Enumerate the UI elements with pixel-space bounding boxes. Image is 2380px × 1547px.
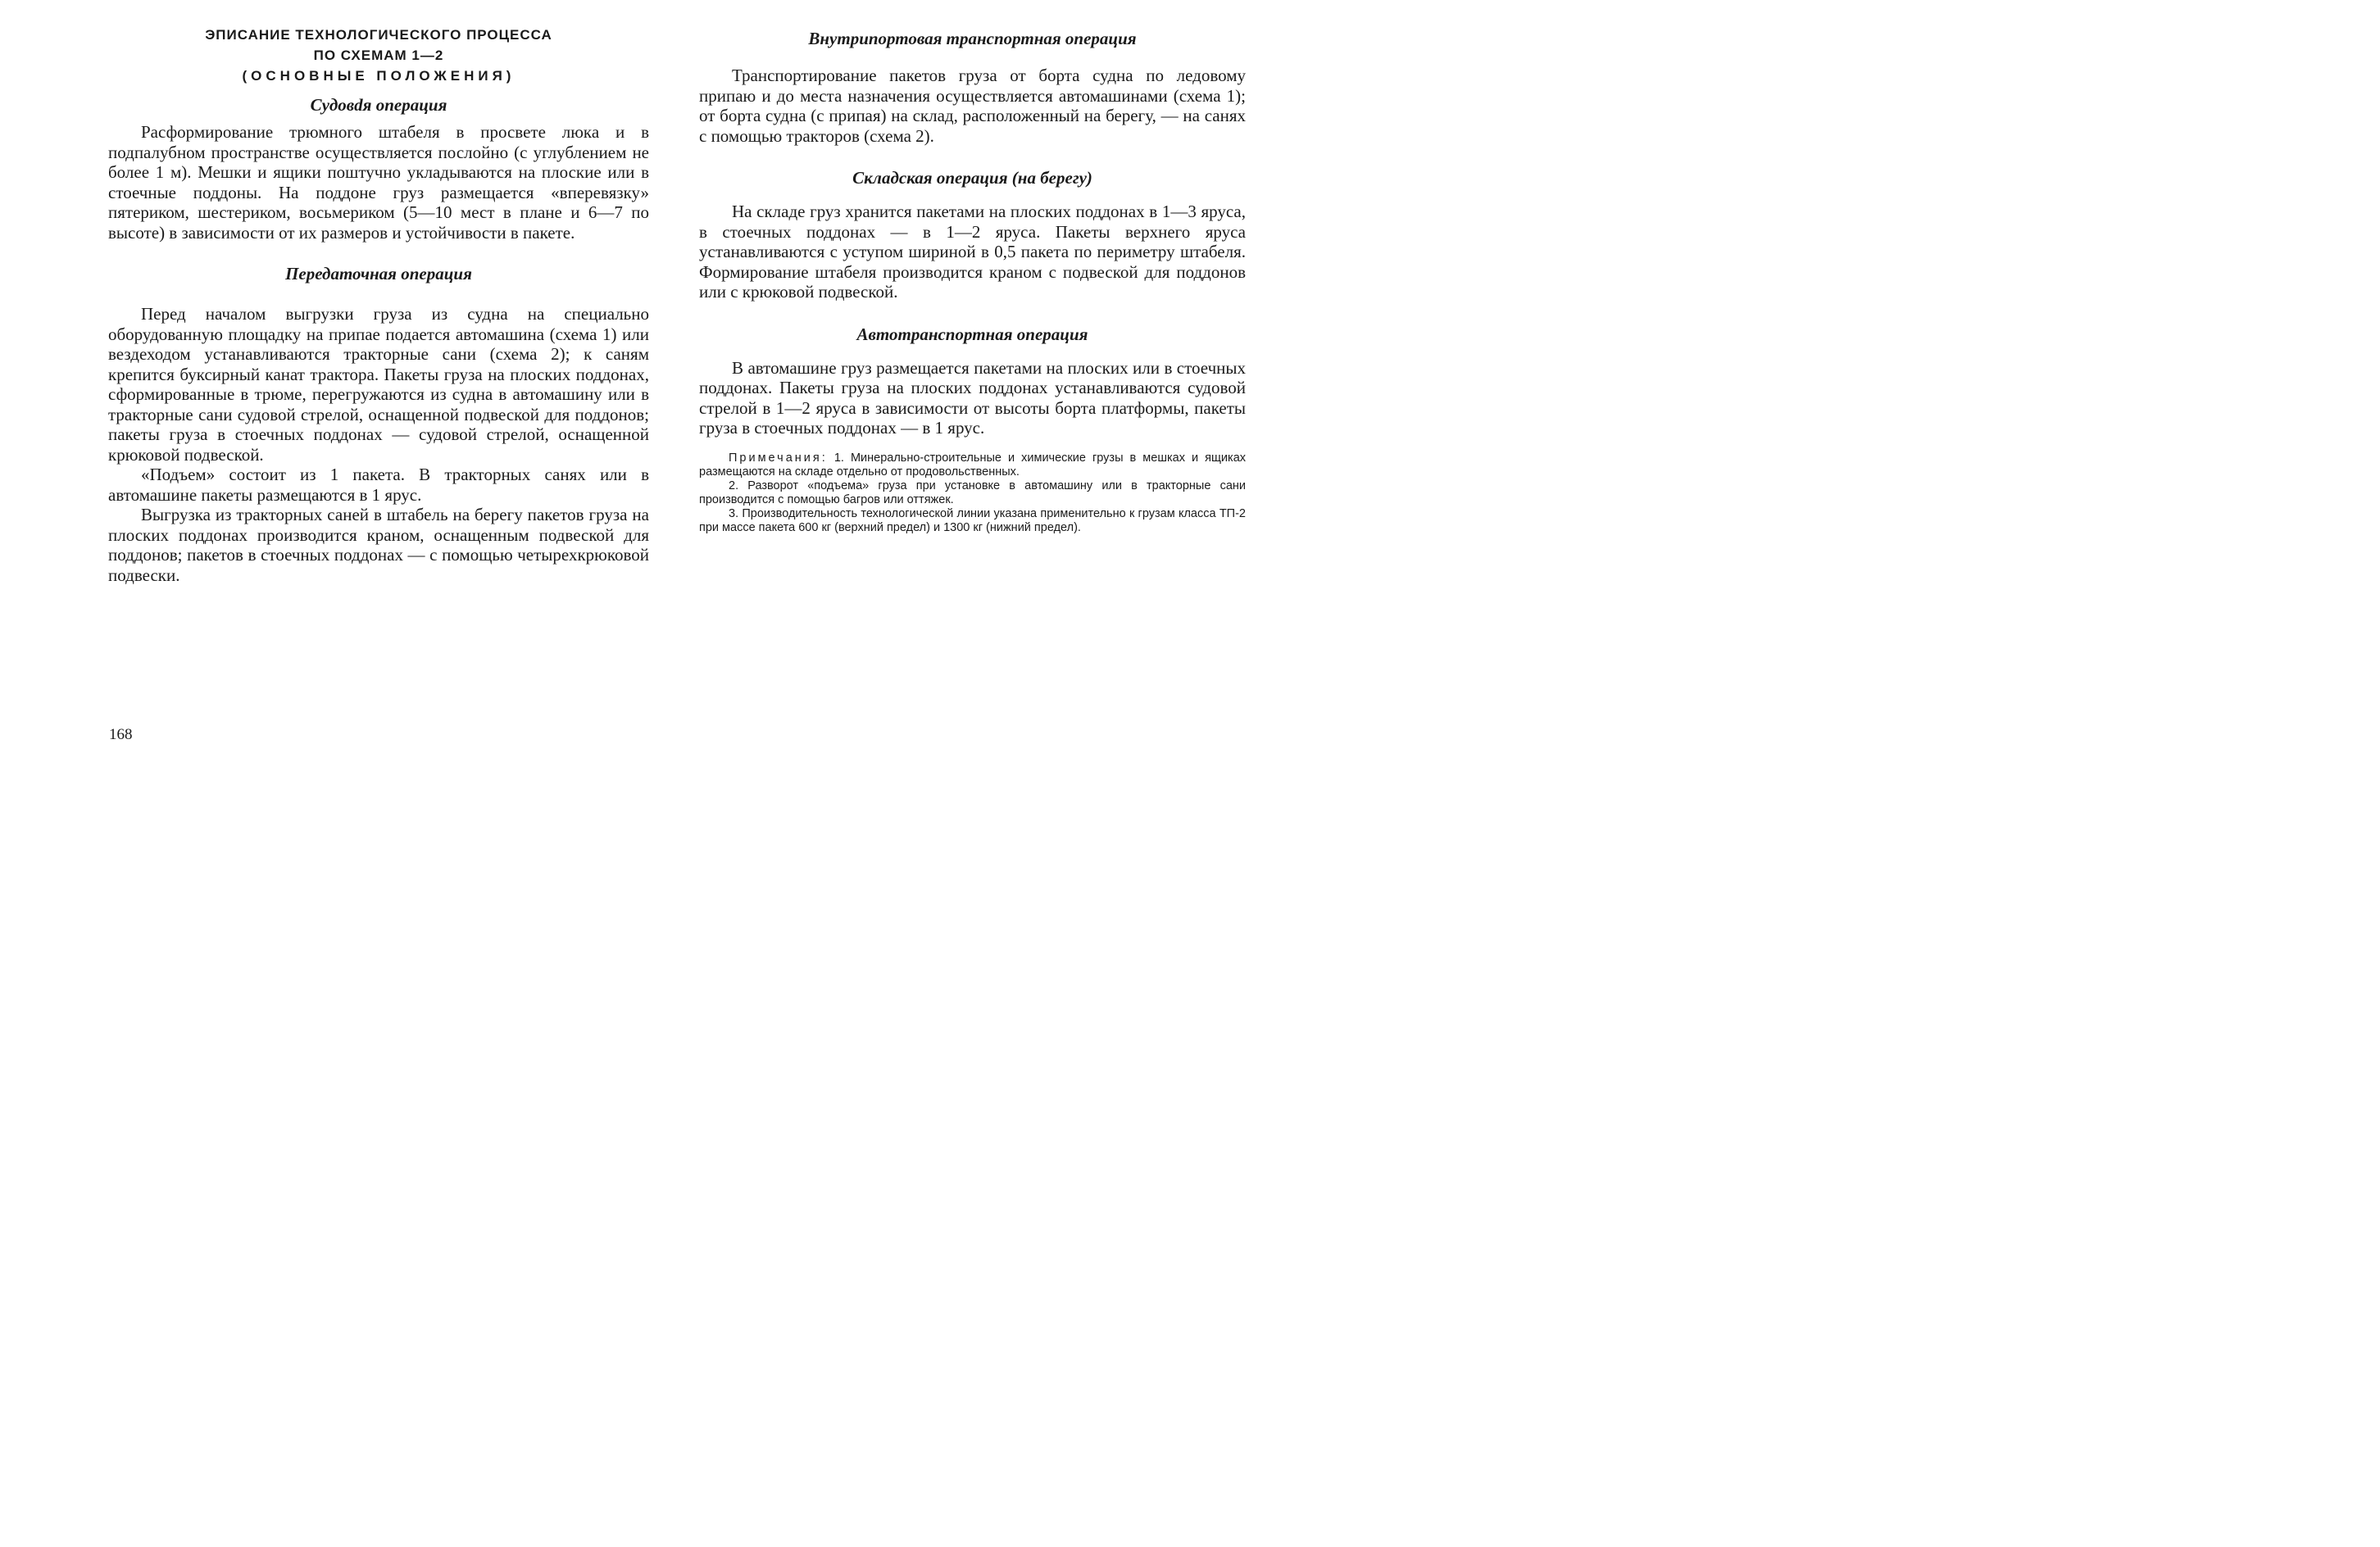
transfer-operation-paragraph-3: Выгрузка из тракторных саней в штабель на берегу пакетов груза на плоских поддонах производится краном, оснащенным подвеской для поддонов; пакетов в стоечных поддонах — с помощью четырехкрюковой подвески. [108,505,649,585]
note-2: 2. Разворот «подъема» груза при установке в автомашину или в тракторные сани производится с помощью багров или оттяжек. [699,479,1246,506]
transfer-operation-paragraph-2: «Подъем» состоит из 1 пакета. В тракторных санях или в автомашине пакеты размещаются в 1 ярус. [108,465,649,505]
ship-operation-text: Расформирование трюмного штабеля в просвете люка и в подпалубном пространстве осуществляется послойно (с углублением не более 1 м). Мешки и ящики поштучно укладываются на плоские или в стоечные поддоны. На поддоне груз размещается «вперевязку» пятериком, шестериком, восьмериком (5—10 мест в плане и 6—7 по высоте) в зависимости от их размеров и устойчивости в пакете. [108,122,649,243]
note-3: 3. Производительность технологической линии указана применительно к грузам класса ТП-2 при массе пакета 600 кг (верхний предел) и 1300 кг (нижний предел). [699,506,1246,534]
right-page [699,0,1246,535]
transfer-operation-heading: Передаточная операция [285,264,472,284]
title-line-3: (ОСНОВНЫЕ ПОЛОЖЕНИЯ) [242,68,516,84]
notes-block [699,451,1246,535]
port-transport-operation-heading: Внутрипортовая транспортная операция [808,29,1137,48]
title-line-1: ЭПИСАНИЕ ТЕХНОЛОГИЧЕСКОГО ПРОЦЕССА [205,27,552,43]
ship-operation-heading: Судовdя операция [310,95,447,115]
document-title [108,25,649,86]
warehouse-operation-text: На складе груз хранится пакетами на плоских поддонах в 1—3 яруса, в стоечных поддонах — в 1—2 яруса. Пакеты верхнего яруса устанавливаются с уступом шириной в 0,5 пакета по периметру штабеля. Формирование штабеля производится краном с подвеской для поддонов или с крюковой подвеской. [699,202,1246,302]
page-number: 168 [109,726,133,743]
note-1 [699,451,1246,479]
notes-label: Примечания: [729,451,828,465]
title-line-2: ПО СХЕМАМ 1—2 [313,48,444,63]
left-page [108,0,649,585]
transfer-operation-paragraph-1: Перед началом выгрузки груза из судна на специально оборудованную площадку на припае подается автомашина (схема 1) или вездеходом устанавливаются тракторные сани (схема 2); к саням крепится буксирный канат трактора. Пакеты груза на плоских поддонах, сформированные в трюме, перегружаются из судна в автомашину или в тракторные сани судовой стрелой, оснащенной подвеской для поддонов; пакеты груза в стоечных поддонах — судовой стрелой, оснащенной крюковой подвеской. [108,304,649,465]
auto-transport-operation-heading: Автотранспортная операция [856,324,1088,344]
port-transport-operation-text: Транспортирование пакетов груза от борта судна по ледовому припаю и до места назначения осуществляется автомашинами (схема 1); от борта судна (с припая) на склад, расположенный на берегу, — на санях с помощью тракторов (схема 2). [699,66,1246,146]
note-1-text: 1. Минерально-строительные и химические грузы в мешках и ящиках размещаются на складе отдельно от продовольственных. [699,451,1247,479]
warehouse-operation-heading: Складская операция (на берегу) [852,168,1092,188]
auto-transport-operation-text: В автомашине груз размещается пакетами на плоских или в стоечных поддонах. Пакеты груза на плоских поддонах устанавливаются судовой стрелой в 1—2 яруса в зависимости от высоты борта платформы, пакеты груза в стоечных поддонах — в 1 ярус. [699,357,1246,438]
